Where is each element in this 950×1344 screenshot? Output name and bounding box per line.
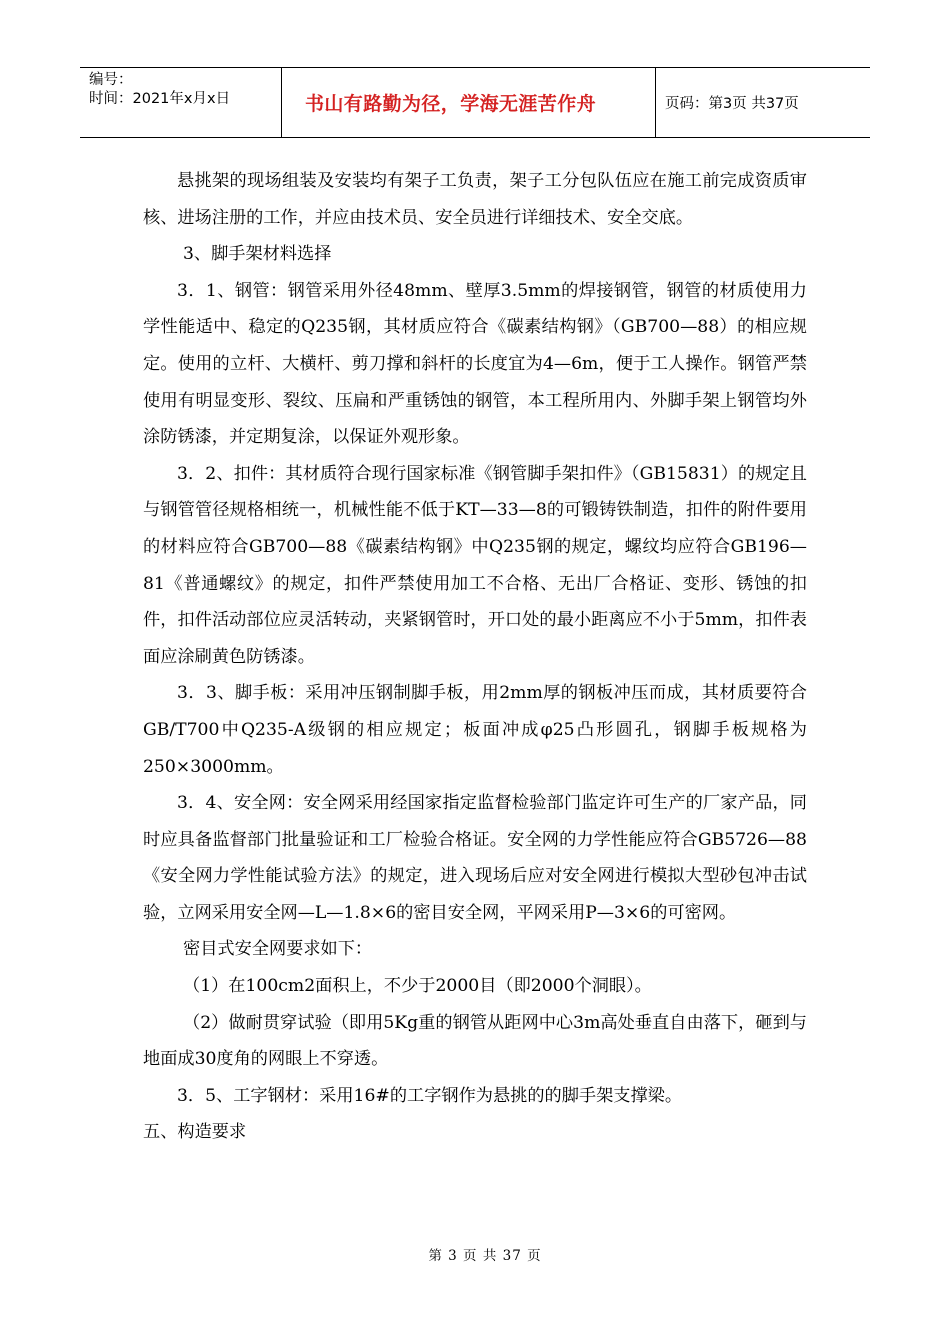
section-heading-construction: 五、构造要求: [143, 1122, 247, 1143]
paragraph-safety-net: 3．4、安全网：安全网采用经国家指定监督检验部门监定许可生产的厂家产品，同时应具备监督部门批量验证和工厂检验合格证。安全网的力学性能应符合GB5726—88《安全网力学性能试验方法》的规定，进入现场后应对安全网进行模拟大型砂包冲击试验，立网采用安全网—L—1.8×6的密目安全网，平网采用P—3×6的可密网。: [143, 793, 807, 923]
section-heading-materials: 3、脚手架材料选择: [183, 244, 332, 265]
paragraph-fasteners: 3．2、扣件：其材质符合现行国家标准《钢管脚手架扣件》（GB15831）的规定且与钢管管径规格相统一，机械性能不低于KT—33—8的可锻铸铁制造，扣件的附件要用的材料应符合GB700—88《碳素结构钢》中Q235钢的规定，螺纹均应符合GB196—81《普通螺纹》的规定，扣件严禁使用加工不合格、无出厂合格证、变形、锈蚀的扣件，扣件活动部位应灵活转动，夹紧钢管时，开口处的最小距离应不小于5mm，扣件表面应涂刷黄色防锈漆。: [143, 463, 807, 667]
document-body: [143, 163, 807, 1151]
date-label: 时间：2021年x月x日: [89, 91, 231, 107]
paragraph-intro: 悬挑架的现场组装及安装均有架子工负责，架子工分包队伍应在施工前完成资质审核、进场注册的工作，并应由技术员、安全员进行详细技术、安全交底。: [143, 171, 807, 228]
paragraph-i-beam: 3．5、工字钢材：采用16#的工字钢作为悬挑的的脚手架支撑梁。: [177, 1085, 683, 1106]
list-item-2: （2）做耐贯穿试验（即用5Kg重的钢管从距网中心3m高处垂直自由落下，砸到与地面成30度角的网眼上不穿透。: [143, 1012, 807, 1070]
paragraph-steel-pipe: 3．1、钢管：钢管采用外径48mm、壁厚3.5mm的焊接钢管，钢管的材质使用力学性能适中、稳定的Q235钢，其材质应符合《碳素结构钢》（GB700—88）的相应规定。使用的立杆、大横杆、剪刀撑和斜杆的长度宜为4—6m，便于工人操作。钢管严禁使用有明显变形、裂纹、压扁和严重锈蚀的钢管，本工程所用内、外脚手架上钢管均外涂防锈漆，并定期复涂，以保证外观形象。: [143, 280, 807, 448]
header-meta: [80, 68, 281, 137]
page-header: [80, 67, 870, 138]
paragraph-scaffold-board: 3．3、脚手板：采用冲压钢制脚手板，用2mm厚的钢板冲压而成，其材质要符合GB/T700中Q235-A级钢的相应规定；板面冲成φ25凸形圆孔，钢脚手板规格为250×3000mm。: [143, 683, 807, 777]
header-page-info: 页码：第3页 共37页: [665, 96, 799, 112]
paragraph-net-requirements: 密目式安全网要求如下：: [183, 939, 373, 960]
list-item-1: （1）在100cm2面积上，不少于2000目（即2000个洞眼）。: [183, 976, 652, 997]
page-footer: 第 3 页 共 37 页: [428, 1248, 542, 1264]
header-motto: 书山有路勤为径，学海无涯苦作舟: [281, 68, 656, 137]
number-label: 编号：: [89, 72, 133, 88]
